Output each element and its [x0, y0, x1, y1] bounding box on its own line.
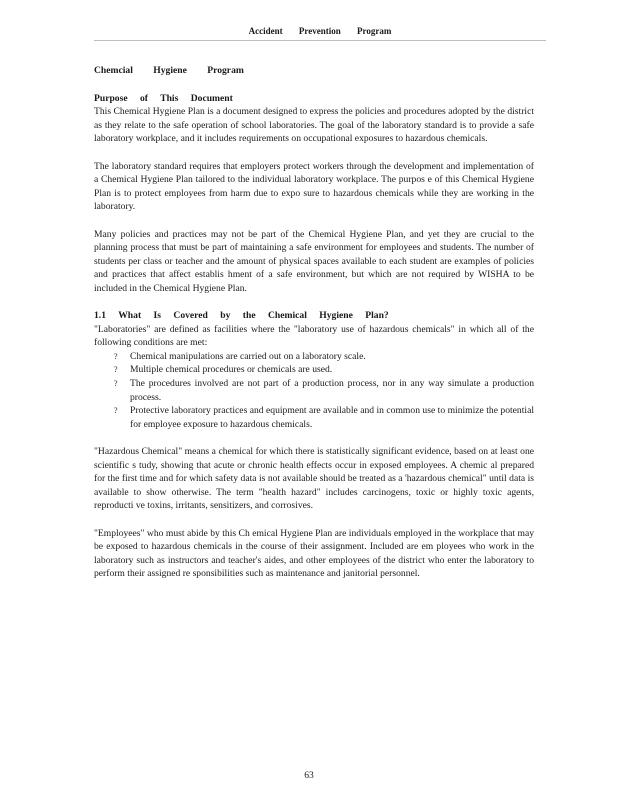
purpose-paragraph-2: The laboratory standard requires that employers protect workers through the development and implementation of a Chemical Hygiene Plan tailored to the individual laboratory workplace. The purpos e of this Chemical Hygiene Plan is to protect employees from harm due to expo sure to hazardous chemicals while they are working in the laboratory.	[94, 160, 534, 213]
running-header: Accident Prevention Program	[248, 26, 392, 36]
list-item	[94, 404, 534, 431]
laboratories-definition: "Laboratories" are defined as facilities where the "laboratory use of hazardous chemicals" in which all of the following conditions are met:	[94, 323, 534, 349]
document-body	[94, 64, 534, 595]
bullet-icon: ?	[114, 351, 118, 361]
bullet-icon: ?	[114, 406, 118, 416]
hazardous-chemical-definition: "Hazardous Chemical" means a chemical for which there is statistically significant evidence, based on at least one scientific s tudy, showing that acute or chronic health effects occur in exposed employees. A chemic al prepared for the first time and for which safety data is not available should be treated as a 'hazardous chemical" until data is available to show otherwise. The term "health hazard" includes carcinogens, toxic or highly toxic agents, reproducti ve toxins, irritants, sensitizers, and corrosives.	[94, 446, 534, 512]
purpose-paragraph-1: This Chemical Hygiene Plan is a document designed to express the policies and procedures adopted by the district as they relate to the safe operation of school laboratories. The goal of the laboratory standard is to provide a safe laboratory workplace, and it includes requirements on occupational exposures to hazardous chemicals.	[94, 106, 534, 145]
condition-text: Protective laboratory practices and equipment are available and in common use to minimize the potential for employee exposure to hazardous chemicals.	[130, 405, 534, 430]
list-item	[94, 363, 534, 377]
bullet-icon: ?	[114, 379, 118, 389]
bullet-icon: ?	[114, 365, 118, 375]
condition-text: The procedures involved are not part of a production process, nor in any way simulate a production process.	[130, 378, 534, 403]
coverage-heading: 1.1 What Is Covered by the Chemical Hygiene Plan?	[94, 310, 389, 322]
purpose-paragraph-3: Many policies and practices may not be part of the Chemical Hygiene Plan, and yet they are crucial to the planning process that must be part of maintaining a safe environment for employees and students. The number of students per class or teacher and the amount of physical spaces available to each student are examples of policies and practices that affect establis hment of a safe environment, but which are not required by WISHA to be included in the Chemical Hygiene Plan.	[94, 228, 534, 294]
page-number: 63	[304, 770, 314, 781]
list-item	[94, 377, 534, 404]
condition-text: Chemical manipulations are carried out on a laboratory scale.	[130, 350, 366, 362]
conditions-list	[94, 350, 534, 432]
purpose-heading: Purpose of This Document	[94, 92, 233, 104]
header-rule	[94, 40, 546, 41]
list-item	[94, 350, 534, 364]
document-title: Chemcial Hygiene Program	[94, 65, 244, 76]
condition-text: Multiple chemical procedures or chemicals are used.	[130, 364, 333, 376]
employees-definition: "Employees" who must abide by this Ch emical Hygiene Plan are individuals employed in the workplace that may be exposed to hazardous chemicals in the course of their assignment. Included are em ployees who work in the laboratory such as instructors and teacher's aides, and other employees of the district who enter the laboratory to perform their assigned re sponsibilities such as maintenance and janitorial personnel.	[94, 527, 534, 580]
